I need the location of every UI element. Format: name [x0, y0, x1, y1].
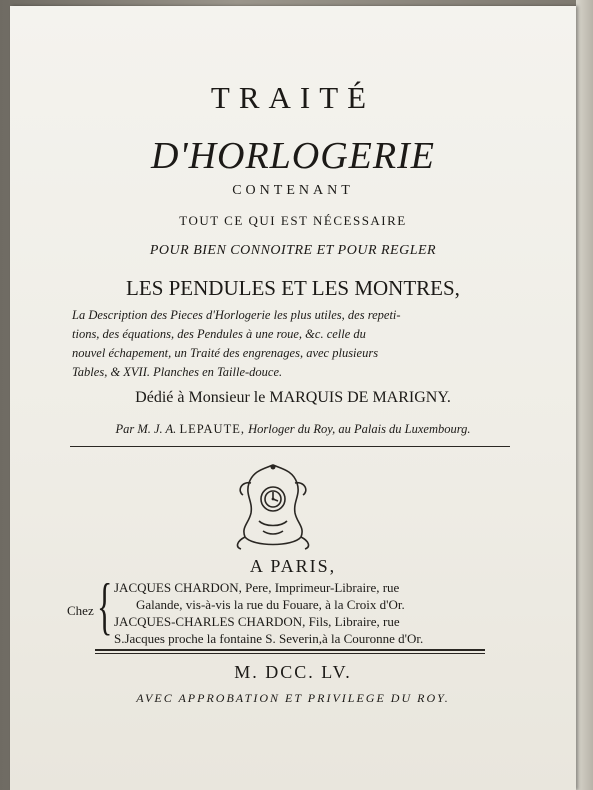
divider — [70, 446, 510, 447]
contenant-line: CONTENANT — [232, 183, 354, 198]
tout-line: TOUT CE QUI EST NÉCESSAIRE — [179, 213, 407, 228]
title-line-1: TRAITÉ — [210, 80, 376, 115]
title-line-2: D'HORLOGERIE — [151, 135, 435, 177]
privilege-line: AVEC APPROBATION ET PRIVILEGE DU ROY. — [136, 691, 450, 705]
publisher-line: JACQUES CHARDON, Pere, Imprimeur-Libraire, rue — [114, 580, 400, 595]
publisher-line: JACQUES-CHARLES CHARDON, Fils, Libraire, rue — [114, 614, 400, 629]
description-block — [72, 306, 504, 382]
author-name: LEPAUTE, — [179, 422, 245, 436]
year: M. DCC. LV. — [234, 662, 352, 682]
brace-icon: { — [97, 570, 113, 641]
city: A PARIS, — [249, 556, 337, 576]
pendules-line: LES PENDULES ET LES MONTRES, — [126, 276, 460, 300]
dedication: Dédié à Monsieur le MARQUIS DE MARIGNY. — [135, 389, 451, 406]
clock-ornament-icon — [223, 461, 323, 551]
author-suffix: Horloger du Roy, au Palais du Luxembourg. — [248, 422, 471, 436]
page-edge — [576, 0, 593, 790]
title-page — [10, 6, 576, 790]
publisher-line: S.Jacques proche la fontaine S. Severin,à la Couronne d'Or. — [114, 631, 424, 646]
double-rule-top — [95, 649, 485, 651]
author-prefix: Par M. J. A. — [115, 422, 177, 436]
description-line: tions, des équations, des Pendules à une roue, &c. celle du — [72, 327, 366, 341]
pour-line: POUR BIEN CONNOITRE ET POUR REGLER — [149, 243, 437, 258]
double-rule-bottom — [95, 653, 485, 654]
author-line — [10, 422, 576, 437]
publisher-line: Galande, vis-à-vis la rue du Fouare, à la Croix d'Or. — [136, 597, 405, 612]
description-line: La Description des Pieces d'Horlogerie les plus utiles, des repeti- — [72, 308, 401, 322]
publishers-block — [114, 579, 423, 647]
description-line: nouvel échapement, un Traité des engrenages, avec plusieurs — [72, 346, 379, 360]
description-line: Tables, & XVII. Planches en Taille-douce. — [72, 365, 283, 379]
chez-label: Chez — [67, 603, 94, 618]
